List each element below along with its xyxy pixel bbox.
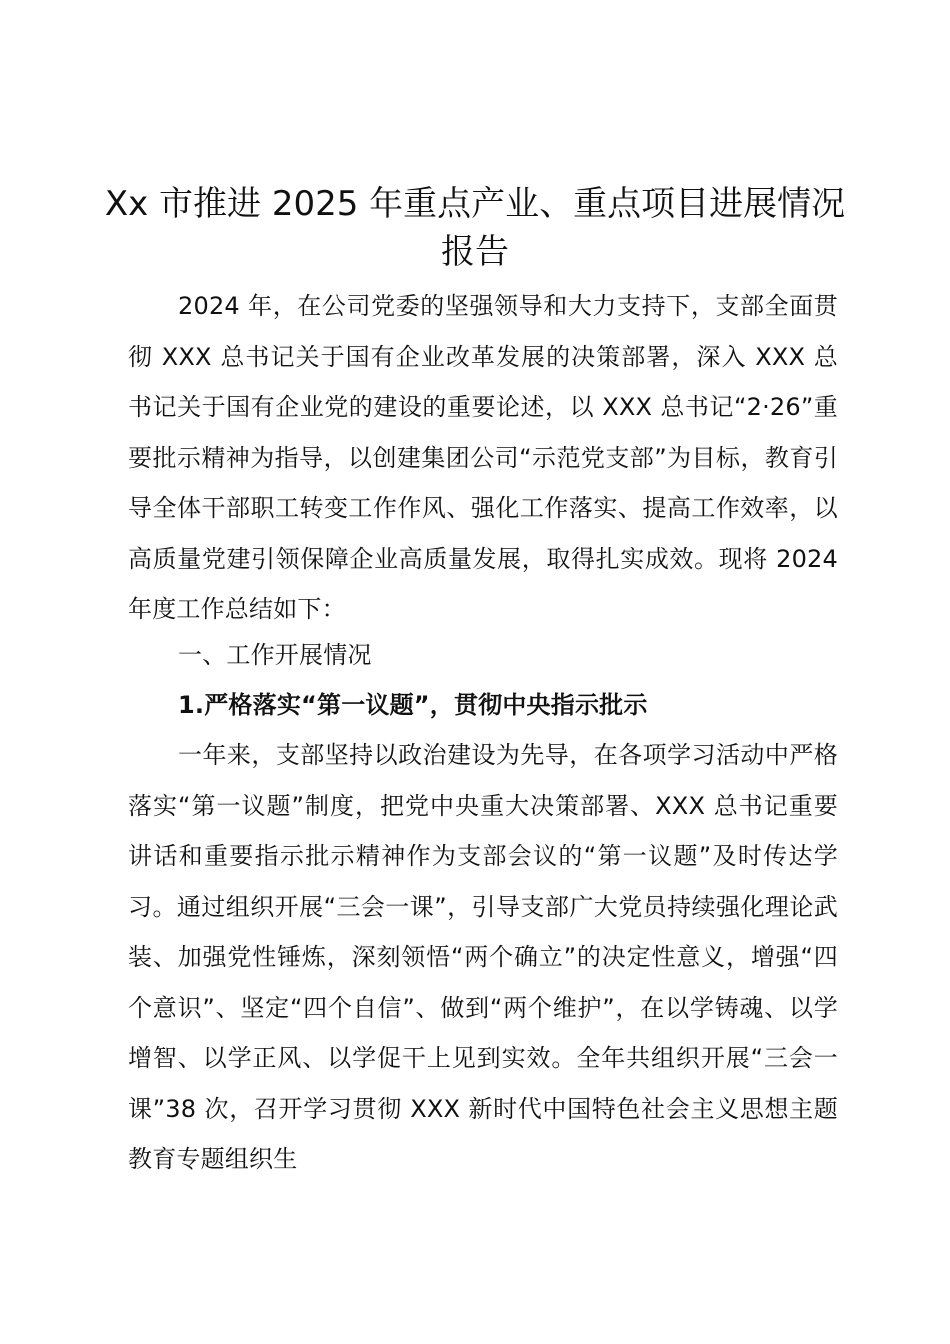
section-heading: 一、工作开展情况 [178,641,372,669]
paragraph-intro: 2024 年，在公司党委的坚强领导和大力支持下，支部全面贯彻 XXX 总书记关于国有企业改革发展的决策部署，深入 XXX 总书记关于国有企业党的建设的重要论述，以 XXX 总书记“2·26”重要批示精神为指导，以创建集团公司“示范党支部”为目标，教育引导全体干部职工转变工作作风、强化工作落实、提高工作效率，以高质量党建引领保障企业高质量发展，取得扎实成效。现将 2024 年度工作总结如下： [128,292,838,623]
document-title: Xx 市推进 2025 年重点产业、重点项目进展情况报告 [104,184,846,272]
subsection-heading: 1.严格落实“第一议题”，贯彻中央指示批示 [178,691,648,719]
paragraph-body: 一年来，支部坚持以政治建设为先导，在各项学习活动中严格落实“第一议题”制度，把党中央重大决策部署、XXX 总书记重要讲话和重要指示批示精神作为支部会议的“第一议题”及时传达学习。通过组织开展“三会一课”，引导支部广大党员持续强化理论武装、加强党性锤炼，深刻领悟“两个确立”的决定性意义，增强“四个意识”、坚定“四个自信”、做到“两个维护”，在以学铸魂、以学增智、以学正风、以学促干上见到实效。全年共组织开展“三会一课”38 次，召开学习贯彻 XXX 新时代中国特色社会主义思想主题教育专题组织生 [128,741,838,1173]
